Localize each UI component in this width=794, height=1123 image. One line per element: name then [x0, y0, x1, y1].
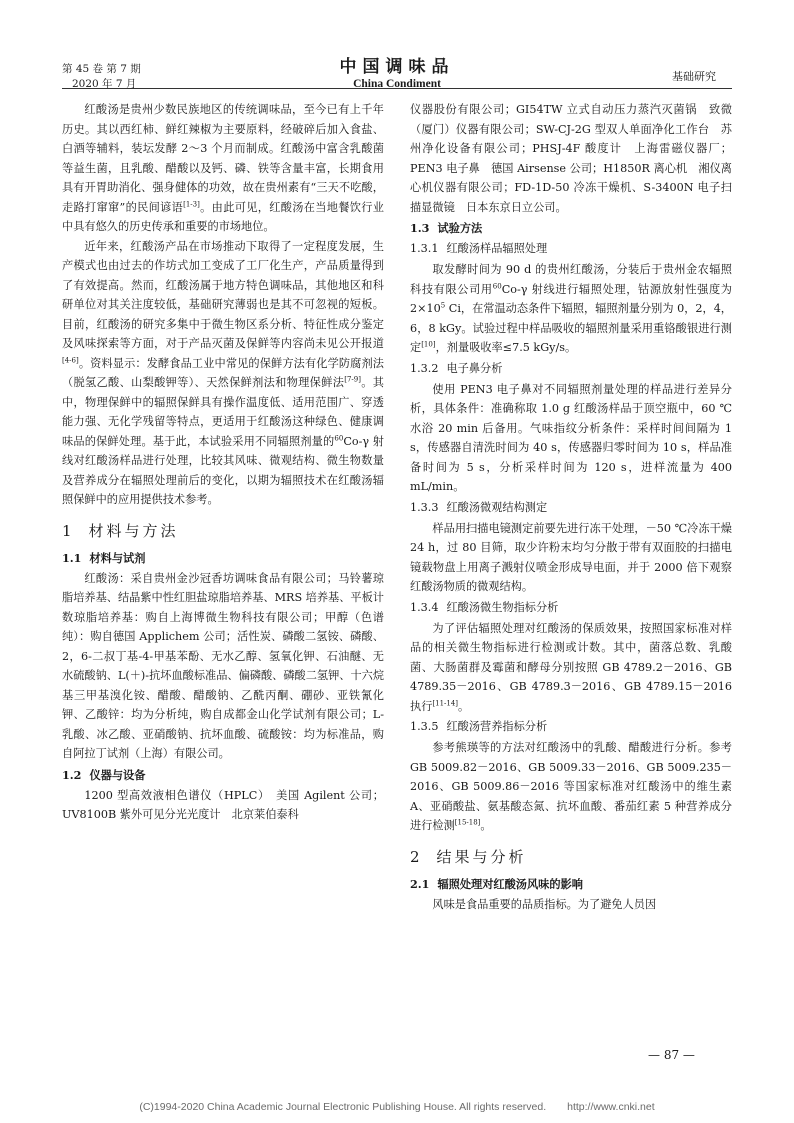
- subsection-number: 1.2: [62, 767, 82, 782]
- subsection-heading-1-3-4: [410, 598, 732, 618]
- microbial-paragraph: [410, 619, 732, 717]
- intro-text-2d: Co-γ 射线对红酸汤样品进行处理，比较其风味、微观结构、微生物数量及营养成分在辐照处理前后的变化，以期为辐照技术在红酸汤辐照保鲜中的应用提供技术参考。: [62, 434, 384, 506]
- subsection-heading-1-3: [410, 218, 732, 238]
- subsection-heading-2-1: [410, 874, 732, 894]
- subsection-title: 试验方法: [437, 221, 483, 235]
- header-rule: [62, 88, 732, 89]
- intro-text-1-tail: 。由此可见，红酸汤在当地餐饮行业中具有悠久的历史传承和重要的市场地位。: [62, 200, 384, 233]
- subsection-number: 1.3.4: [410, 600, 439, 614]
- citation: [15-18]: [454, 818, 481, 827]
- subsection-title: 电子鼻分析: [446, 361, 503, 375]
- journal-title-cn: 中国调味品: [339, 57, 455, 77]
- subsection-title: 仪器与设备: [89, 767, 146, 782]
- subsection-number: 1.3: [410, 221, 430, 235]
- irradiation-text-a: 取发酵时间为 90 d 的贵州红酸汤，分装后于贵州金农辐照科技有限公司用: [410, 263, 732, 296]
- exponent-superscript: 5: [440, 301, 446, 310]
- subsection-heading-1-1: [62, 548, 384, 568]
- subsection-number: 1.3.1: [410, 242, 439, 255]
- nutrition-text-tail: 。: [480, 819, 492, 832]
- instruments-paragraph: 1200 型高效液相色谱仪（HPLC） 美国 Agilent 公司；UV8100B 紫外可见分光光度计 北京莱伯泰科: [62, 788, 384, 821]
- journal-title-en: China Condiment: [353, 78, 441, 90]
- microstructure-paragraph: 样品用扫描电镜测定前要先进行冻干处理，－50 ℃冷冻干燥 24 h，过 80 目筛，取少许粉末均匀分散于带有双面胶的扫描电镜载物盘上用离子溅射仪喷金形成导电面，并于 2000 倍下观察红酸汤物质的微观结构。: [410, 521, 732, 593]
- isotope-superscript: 60: [334, 433, 344, 442]
- subsection-title: 红酸汤样品辐照处理: [446, 242, 548, 255]
- citation: [4-6]: [62, 355, 79, 364]
- flavor-paragraph: 风味是食品重要的品质指标。为了避免人员因: [432, 897, 657, 911]
- isotope-superscript: 60: [492, 281, 502, 290]
- section-label: 基础研究: [672, 70, 716, 83]
- section-title: 结果与分析: [436, 847, 527, 866]
- citation: [1-3]: [183, 199, 200, 208]
- copyright-notice: (C)1994-2020 China Academic Journal Electronic Publishing House. All rights reserved. http://www.cnki.net: [139, 1101, 655, 1113]
- subsection-heading-1-3-5: [410, 717, 732, 737]
- nutrition-text: 参考熊瑛等的方法对红酸汤中的乳酸、醋酸进行分析。参考 GB 5009.82－2016、GB 5009.33－2016、GB 5009.235－2016、GB 5009.86－2016 等国家标准对红酸汤中的维生素 A、亚硝酸盐、氨基酸态氮、抗坏血酸、番茄红素 5 种营养成分进行检测: [410, 741, 732, 832]
- electronic-nose-paragraph: 使用 PEN3 电子鼻对不同辐照剂量处理的样品进行差异分析，具体条件：准确称取 1.0 g 红酸汤样品于顶空瓶中，60 ℃水浴 20 min 后备用。气味指纹分析条件：采样时间间隔为 1 s，传感器自清洗时间为 40 s，传感器归零时间为 10 s，样品准备时间为 5 s，分析采样时间为 120 s，进样流量为 400 mL/min。: [410, 382, 732, 493]
- section-heading-2: [410, 846, 732, 868]
- intro-text-2c: 。其中，物理保鲜中的辐照保鲜具有操作温度低、适用范围广、穿透能力强、无化学残留等特点，更适用于红酸汤这种绿色、健康调味品的保鲜处理。基于此，本试验采用不同辐照剂量的: [62, 376, 384, 448]
- irradiation-text-c: Ci，在常温动态条件下辐照，辐照剂量分别为 0，2，4，6，8 kGy。试验过程中样品吸收的辐照剂量采用重铬酸银进行测定: [410, 302, 732, 354]
- microbial-text-tail: 。: [458, 699, 470, 713]
- irradiation-text-b: Co-γ 射线进行辐照处理，钴源放射性强度为 2×10: [410, 282, 732, 315]
- subsection-heading-1-2: [62, 765, 384, 785]
- intro-text-2b: 。资料显示：发酵食品工业中常见的保鲜方法有化学防腐剂法（脱氢乙酸、山梨酸钾等）、天然保鲜剂法和物理保鲜法: [62, 356, 384, 389]
- intro-text-2a: 近年来，红酸汤产品在市场推动下取得了一定程度发展，生产模式也由过去的作坊式加工变成了工厂化生产，产品质量得到了有效提高。然而，红酸汤属于地方特色调味品，其他地区和科研单位对其关注度较低，基础研究薄弱也是其不可忽视的短板。目前，红酸汤的研究多集中于微生物区系分析、特征性成分鉴定及风味探索等方面，对于产品灭菌及保鲜等内容尚未见公开报道: [62, 239, 384, 350]
- section-number: 2: [410, 847, 423, 866]
- subsection-number: 1.3.2: [410, 361, 439, 375]
- irradiation-paragraph: [410, 260, 732, 358]
- section-title: 材料与方法: [88, 521, 179, 540]
- microbial-text: 为了评估辐照处理对红酸汤的保质效果，按照国家标准对样品的相关微生物指标进行检测或计数。其中，菌落总数、乳酸菌、大肠菌群及霉菌和酵母分别按照 GB 4789.2－2016、GB 4789.35－2016、GB 4789.3－2016、GB 4789.15－2016 执行: [410, 621, 732, 713]
- citation: [11-14]: [432, 698, 459, 707]
- instruments-continued: 仪器股份有限公司；GI54TW 立式自动压力蒸汽灭菌锅 致微（厦门）仪器有限公司；SW-CJ-2G 型双人单面净化工作台 苏州净化设备有限公司；PHSJ-4F 酸度计 上海雷磁仪器厂；PEN3 电子鼻 德国 Airsense 公司；H1850R 离心机 湘仪离心机仪器有限公司；FD-1D-50 冷冻干燥机、S-3400N 电子扫描显微镜 日本东京日立公司。: [410, 103, 732, 214]
- subsection-title: 红酸汤营养指标分析: [446, 720, 548, 733]
- irradiation-text-d: ，剂量吸收率≤7.5 kGy/s。: [435, 341, 577, 354]
- volume-issue: 第 45 卷 第 7 期: [62, 63, 141, 75]
- subsection-heading-1-3-2: [410, 359, 732, 379]
- left-column: [62, 100, 384, 825]
- citation: [10]: [421, 340, 436, 349]
- nutrition-paragraph: [410, 738, 732, 836]
- subsection-heading-1-3-3: [410, 498, 732, 518]
- citation: [7-9]: [344, 375, 361, 384]
- subsection-title: 辐照处理对红酸汤风味的影响: [437, 876, 583, 891]
- issue-date: 2020 年 7 月: [72, 78, 137, 90]
- subsection-number: 2.1: [410, 876, 430, 891]
- subsection-number: 1.3.3: [410, 500, 439, 514]
- materials-paragraph: 红酸汤：采自贵州金沙冠香坊调味食品有限公司；马铃薯琼脂培养基、结晶紫中性红胆盐琼脂培养基、MRS 培养基、平板计数琼脂培养基：购自上海博微生物科技有限公司；甲醇（色谱纯）：购自德国 Applichem 公司；活性炭、磷酸二氢铵、磷酸、2，6-二叔丁基-4-甲基苯酚、无水乙醇、氢氧化钾、石油醚、无水硫酸钠、L(＋)-抗坏血酸标准品、偏磷酸、磷酸二氢钾、十六烷基三甲基溴化铵、醋酸、醋酸钠、乙酰丙酮、硼砂、亚铁氰化钾、乙酸锌：均为分析纯，购自成都金山化学试剂有限公司；L-乳酸、冰乙酸、亚硝酸钠、抗坏血酸、硫酸铵：均为标准品，购自阿拉丁试剂（上海）有限公司。: [62, 571, 385, 760]
- subsection-heading-1-3-1: [410, 239, 732, 259]
- subsection-title: 材料与试剂: [89, 550, 146, 565]
- subsection-number: 1.3.5: [410, 720, 439, 733]
- right-column: [410, 100, 732, 914]
- subsection-title: 红酸汤微观结构测定: [446, 500, 548, 514]
- subsection-number: 1.1: [62, 550, 82, 565]
- section-number: 1: [62, 521, 75, 540]
- intro-paragraph-2: [62, 237, 384, 510]
- subsection-title: 红酸汤微生物指标分析: [446, 600, 559, 614]
- intro-text-1: 红酸汤是贵州少数民族地区的传统调味品，至今已有上千年历史。其以西红柿、鲜红辣椒为主要原料，经破碎后加入食盐、白酒等辅料，装坛发酵 2～3 个月而制成。红酸汤中富含乳酸菌等益生菌，且乳酸、醋酸以及钙、磷、铁等含量丰富，长期食用具有开胃助消化、强身健体的功效，故在贵州素有“三天不吃酸，走路打窜窜”的民间谚语: [62, 103, 384, 214]
- page-number: — 87 —: [648, 1048, 695, 1062]
- intro-paragraph-1: [62, 100, 384, 237]
- section-heading-1: [62, 520, 384, 542]
